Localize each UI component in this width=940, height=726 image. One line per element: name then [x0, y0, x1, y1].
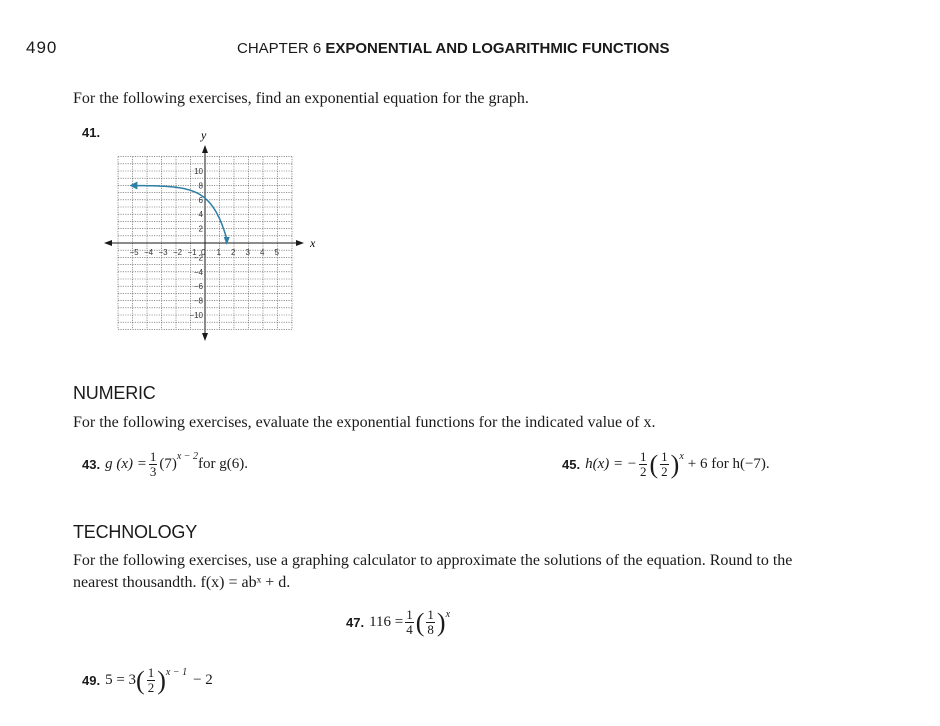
y-tick-label: −8: [193, 296, 203, 306]
y-tick-label: 10: [194, 167, 203, 176]
y-tick-label: 2: [198, 224, 203, 234]
exercise-45: 45. h(x) = − $\frac{1}{2}$ ( $\frac{1}{2}$ ) x + 6 for h(−7).: [562, 449, 770, 479]
exercise-47-number: 47.: [346, 615, 365, 630]
exercise-43-number: 43.: [82, 457, 101, 472]
exercise-47-fraction-2: $\frac{1}{8}$: [427, 607, 434, 637]
y-tick-label: −6: [193, 282, 203, 292]
y-tick-label: 8: [198, 181, 203, 191]
y-tick-label: −10: [189, 311, 203, 320]
exercise-43: [82, 450, 248, 479]
exercise-43-fraction: $\frac{1}{3}$: [149, 449, 157, 479]
y-axis-label: y: [201, 128, 207, 142]
exercise-45-lhs: h(x) = −: [585, 456, 637, 472]
exercise-45-tail: + 6 for h(−7).: [687, 456, 770, 472]
x-tick-label: −3: [158, 248, 168, 257]
x-tick-label: 1: [216, 248, 221, 257]
exercise-49-fraction: $\frac{1}{2}$: [147, 665, 155, 695]
x-tick-label: 3: [245, 248, 250, 257]
exercise-43-base: (7): [159, 456, 177, 472]
exercise-47-exponent: x: [445, 609, 451, 620]
exercise-49-exponent: x − 1: [165, 667, 188, 678]
exercise-47: 47. 116 = $\frac{1}{4}$ ( $\frac{1}{8}$ ) x: [346, 607, 451, 637]
chapter-header: [237, 40, 670, 57]
exercise-45-fraction-1: $\frac{1}{2}$: [639, 449, 647, 479]
y-tick-label: 4: [198, 210, 203, 220]
graph-instruction: For the following exercises, find an exponential equation for the graph.: [73, 90, 529, 107]
exercise-47-fraction-1: $\frac{1}{4}$: [406, 607, 413, 637]
exercise-45-fraction-2: $\frac{1}{2}$: [661, 449, 668, 479]
exercise-49-tail: − 2: [193, 672, 213, 688]
technology-section-title: TECHNOLOGY: [73, 522, 198, 542]
x-tick-label: −1: [187, 248, 197, 257]
y-tick-label: −2: [193, 253, 203, 263]
exercise-41-number: 41.: [82, 125, 101, 140]
y-axis-arrow-top: [202, 145, 208, 153]
x-axis-arrow-right: [296, 240, 304, 246]
y-tick-label: −4: [193, 267, 203, 277]
y-axis-arrow-bottom: [202, 333, 208, 341]
exponential-curve: [135, 186, 226, 240]
x-axis-label: x: [310, 236, 316, 250]
exercise-43-lhs: g (x) =: [105, 456, 147, 472]
technology-instruction-line-2: nearest thousandth. f(x) = abˣ + d.: [73, 574, 291, 591]
x-tick-labels: [130, 248, 280, 257]
x-tick-label: −4: [144, 248, 154, 257]
x-tick-label: 5: [274, 248, 279, 257]
exercise-45-exponent: x: [679, 451, 684, 462]
exercise-43-exponent: x − 2: [176, 451, 199, 462]
technology-instruction-line-1: For the following exercises, use a graphing calculator to approximate the solutions of the equation. Round to the: [73, 552, 793, 569]
page-number: 490: [26, 38, 58, 57]
exercise-49-number: 49.: [82, 673, 101, 688]
curve-arrow-left: [129, 182, 137, 190]
x-tick-label: 4: [260, 248, 265, 257]
x-axis-arrow-left: [104, 240, 112, 246]
x-tick-label: 2: [231, 248, 236, 257]
chapter-label: CHAPTER 6: [237, 40, 322, 57]
numeric-instruction: For the following exercises, evaluate the exponential functions for the indicated value of x.: [73, 414, 656, 431]
exercise-43-tail: for g(6).: [198, 456, 249, 472]
x-tick-label: −2: [173, 248, 183, 257]
exponential-graph: [100, 125, 330, 345]
curve-arrow-down: [224, 237, 230, 245]
chapter-title: EXPONENTIAL AND LOGARITHMIC FUNCTIONS: [325, 40, 670, 57]
exercise-49: 49. 5 = 3 ( $\frac{1}{2}$ ) x − 1 − 2: [82, 665, 213, 695]
exercise-49-lhs: 5 = 3: [105, 672, 137, 688]
x-tick-label: −5: [129, 248, 139, 257]
y-tick-label: 6: [198, 195, 203, 205]
exercise-47-lhs: 116 =: [369, 614, 404, 630]
numeric-section-title: NUMERIC: [73, 383, 156, 403]
exercise-45-number: 45.: [562, 457, 581, 472]
x-tick-label: 0: [201, 248, 206, 257]
